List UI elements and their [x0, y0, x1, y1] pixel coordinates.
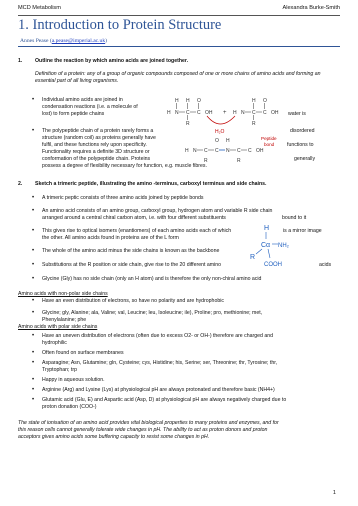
polar-item-5: • Arginine (Arg) and Lysine (Lys) at physiological pH are always protonated and therefore basic (NH4+) [42, 387, 275, 394]
svg-text:R: R [204, 158, 208, 164]
bullet-polypeptide-line6: possess a degree of flexibility necessary for function, e.g. muscle fibres. [42, 163, 207, 169]
polar-item-6: • Glutamic acid (Glu, E) and Aspartic acid (Asp, D) at physiological pH are always negatively charged due to [42, 397, 286, 404]
amino-acid-left-structure [167, 98, 213, 127]
section1-heading: Outline the reaction by which amino acids are joined together. [35, 58, 189, 64]
svg-text:OH: OH [271, 110, 279, 116]
s2-mirror-text: is a mirror image [283, 228, 322, 234]
bullet-condensation-line3: lost) to form peptide chains [42, 111, 105, 117]
nonpolar-item-2-line2: Phenylalanine; phe [42, 317, 87, 323]
svg-text:R: R [186, 121, 190, 127]
water-loss-arrow [207, 116, 235, 124]
chiral-amino-acid-diagram [248, 220, 298, 272]
svg-text:N: N [241, 110, 245, 116]
svg-text:C: C [186, 110, 190, 116]
bullet-polypeptide-line2: structure (random coil) as proteins generally have [42, 135, 156, 141]
bullet-condensation-right: water is [288, 111, 306, 117]
plus-sign: + [223, 110, 227, 116]
section2-heading: Sketch a trimeric peptide, illustrating the amino -terminus, carboxyl terminus and side chains. [35, 181, 267, 187]
bullet-polypeptide: • The polypeptide chain of a protein rarely forms a [42, 128, 153, 135]
polar-item-1-line2: hydrophilic [42, 340, 67, 346]
peptide-bond-diagram [165, 92, 295, 164]
svg-text:C: C [248, 148, 252, 154]
svg-text:C: C [197, 110, 201, 116]
svg-text:H: H [167, 110, 171, 116]
bullet-polypeptide-line5: conformation of the polypeptide chain. Proteins [42, 156, 151, 162]
svg-text:C: C [263, 110, 267, 116]
svg-text:C: C [252, 110, 256, 116]
polar-heading: Amino acids with polar side chains [18, 324, 98, 330]
bullet-polypeptide-right3: generally [294, 156, 316, 162]
amino-acid-right-structure [233, 98, 279, 127]
polar-item-4: • Happy in aqueous solution. [42, 377, 105, 384]
svg-text:N: N [193, 148, 197, 154]
polar-item-6-line2: proton donation (COO-) [42, 404, 97, 410]
mol-r-label: R [250, 254, 256, 261]
protein-definition: Definition of a protein: any of a group of organic compounds composed of one or more chains of amino acids and forming an essential part of all living organisms. [35, 71, 321, 85]
section2-number: 2. [18, 181, 23, 187]
peptide-label: Peptide [261, 136, 277, 141]
mol-c-label: Cα [261, 242, 271, 249]
svg-text:H: H [175, 98, 179, 104]
author-line [20, 38, 107, 44]
svg-text:H: H [186, 98, 190, 104]
s2-bullet-3-line2: the other. All amino acids found in proteins are of the L form [42, 235, 179, 241]
svg-text:N: N [226, 148, 230, 154]
page-header [18, 5, 340, 15]
document-title: 1. Introduction to Protein Structure [18, 17, 222, 33]
author-close: ) [105, 38, 108, 44]
s2-acids-text: acids [319, 262, 332, 268]
bullet-polypeptide-line3: fulfil, and these functions rely upon specificity. [42, 142, 147, 148]
bullet-condensation-line2: condensation reactions (i.e. a molecule of [42, 104, 138, 110]
dipeptide-structure [185, 138, 264, 164]
svg-text:OH: OH [256, 148, 264, 154]
polar-item-1: • Have an uneven distribution of electrons (often due to excess O2- or OH-) therefore are charged and [42, 333, 273, 340]
svg-text:H: H [233, 110, 237, 116]
ionisation-para-line1: The state of ionisation of an amino acid provides vital biological properties to many proteins and enzymes, and for [18, 420, 279, 426]
ionisation-para-line2: this reason cells cannot generally tolerate wide changes in pH. The ability to act as proton donors and proton [18, 427, 268, 433]
s2-bullet-4: • The whole of the amino acid minus the side chains is known as the backbone [42, 248, 219, 255]
svg-text:H: H [226, 138, 230, 144]
polar-item-3: • Asparagine; Asn, Glutamine; gln, Cysteine; cys, Histidine; his, Serine; ser, Threonine; thr, Tyrosine; thr, [42, 360, 277, 367]
author-email-link[interactable]: a.pease@imperial.ac.uk [51, 38, 106, 44]
svg-text:R: R [252, 121, 256, 127]
s2-bullet-2: • An amino acid consists of an amino group, carboxyl group, hydrogen atom and variable R side chain [42, 208, 272, 215]
svg-text:C: C [204, 148, 208, 154]
nonpolar-item-2: • Glycine; gly, Alanine; ala, Valine; val, Leucine; leu, Isoleucine; ile), Proline; pro, methionine; met, [42, 310, 262, 317]
bullet-polypeptide-right2: functions to [287, 142, 314, 148]
author-name: Annes Pease ( [20, 38, 52, 44]
svg-text:O: O [197, 98, 201, 104]
s2-bullet-1: • A trimeric peptic consists of three amino acids joined by peptide bonds [42, 195, 203, 202]
title-divider [18, 46, 340, 47]
mol-cooh-label: COOH [264, 262, 282, 268]
bullet-polypeptide-right1: disordered [290, 128, 315, 134]
s2-bullet-5: • Substitutions at the R position or side chain, give rise to the 20 different amino [42, 262, 221, 269]
ionisation-para-line3: acceptors gives amino acids some buffering capacity to resist some changes in pH. [18, 434, 210, 440]
svg-text:OH: OH [205, 110, 213, 116]
s2-bullet-6: • Glycine (Gly) has no side chain (only an H atom) and is therefore the only non-chiral amino acid [42, 276, 261, 283]
s2-bound-text: bound to it [282, 215, 307, 221]
page-number: 1 [332, 490, 336, 496]
header-left: MCD Metabolism [18, 5, 61, 11]
svg-text:O: O [263, 98, 267, 104]
polar-item-3-line2: Tryptophan; trp [42, 367, 77, 373]
bond-label: bond [264, 142, 275, 147]
bullet-condensation: • Individual amino acids are joined in [42, 97, 123, 104]
svg-text:O: O [215, 138, 219, 144]
svg-text:C: C [215, 148, 219, 154]
water-label: H₂O [215, 129, 225, 135]
s2-bullet-2-line2: arranged around a central chiral carbon atom, i.e. with four different substituents [42, 215, 226, 221]
svg-text:R: R [237, 158, 241, 164]
svg-text:H: H [185, 148, 189, 154]
mol-h-label: H [264, 225, 270, 232]
mol-nh2-label: NH₂ [278, 243, 289, 249]
polar-item-2: • Often found on surface membranes [42, 350, 124, 357]
section1-number: 1. [18, 58, 23, 64]
header-divider [18, 15, 340, 16]
s2-bullet-3: • This gives rise to optical isomers (enantiomers) of each amino acids each of which [42, 228, 231, 235]
nonpolar-item-1: • Have an even distribution of electrons, so have no polarity and are hydrophobic [42, 298, 224, 305]
svg-text:H: H [252, 98, 256, 104]
bullet-polypeptide-line4: Functionality requires a definite 3D structure or [42, 149, 150, 155]
header-right: Alexandra Burke-Smith [282, 5, 340, 11]
nonpolar-heading: Amino acids with non-polar side chains [18, 291, 108, 297]
svg-text:C: C [237, 148, 241, 154]
svg-text:N: N [175, 110, 179, 116]
